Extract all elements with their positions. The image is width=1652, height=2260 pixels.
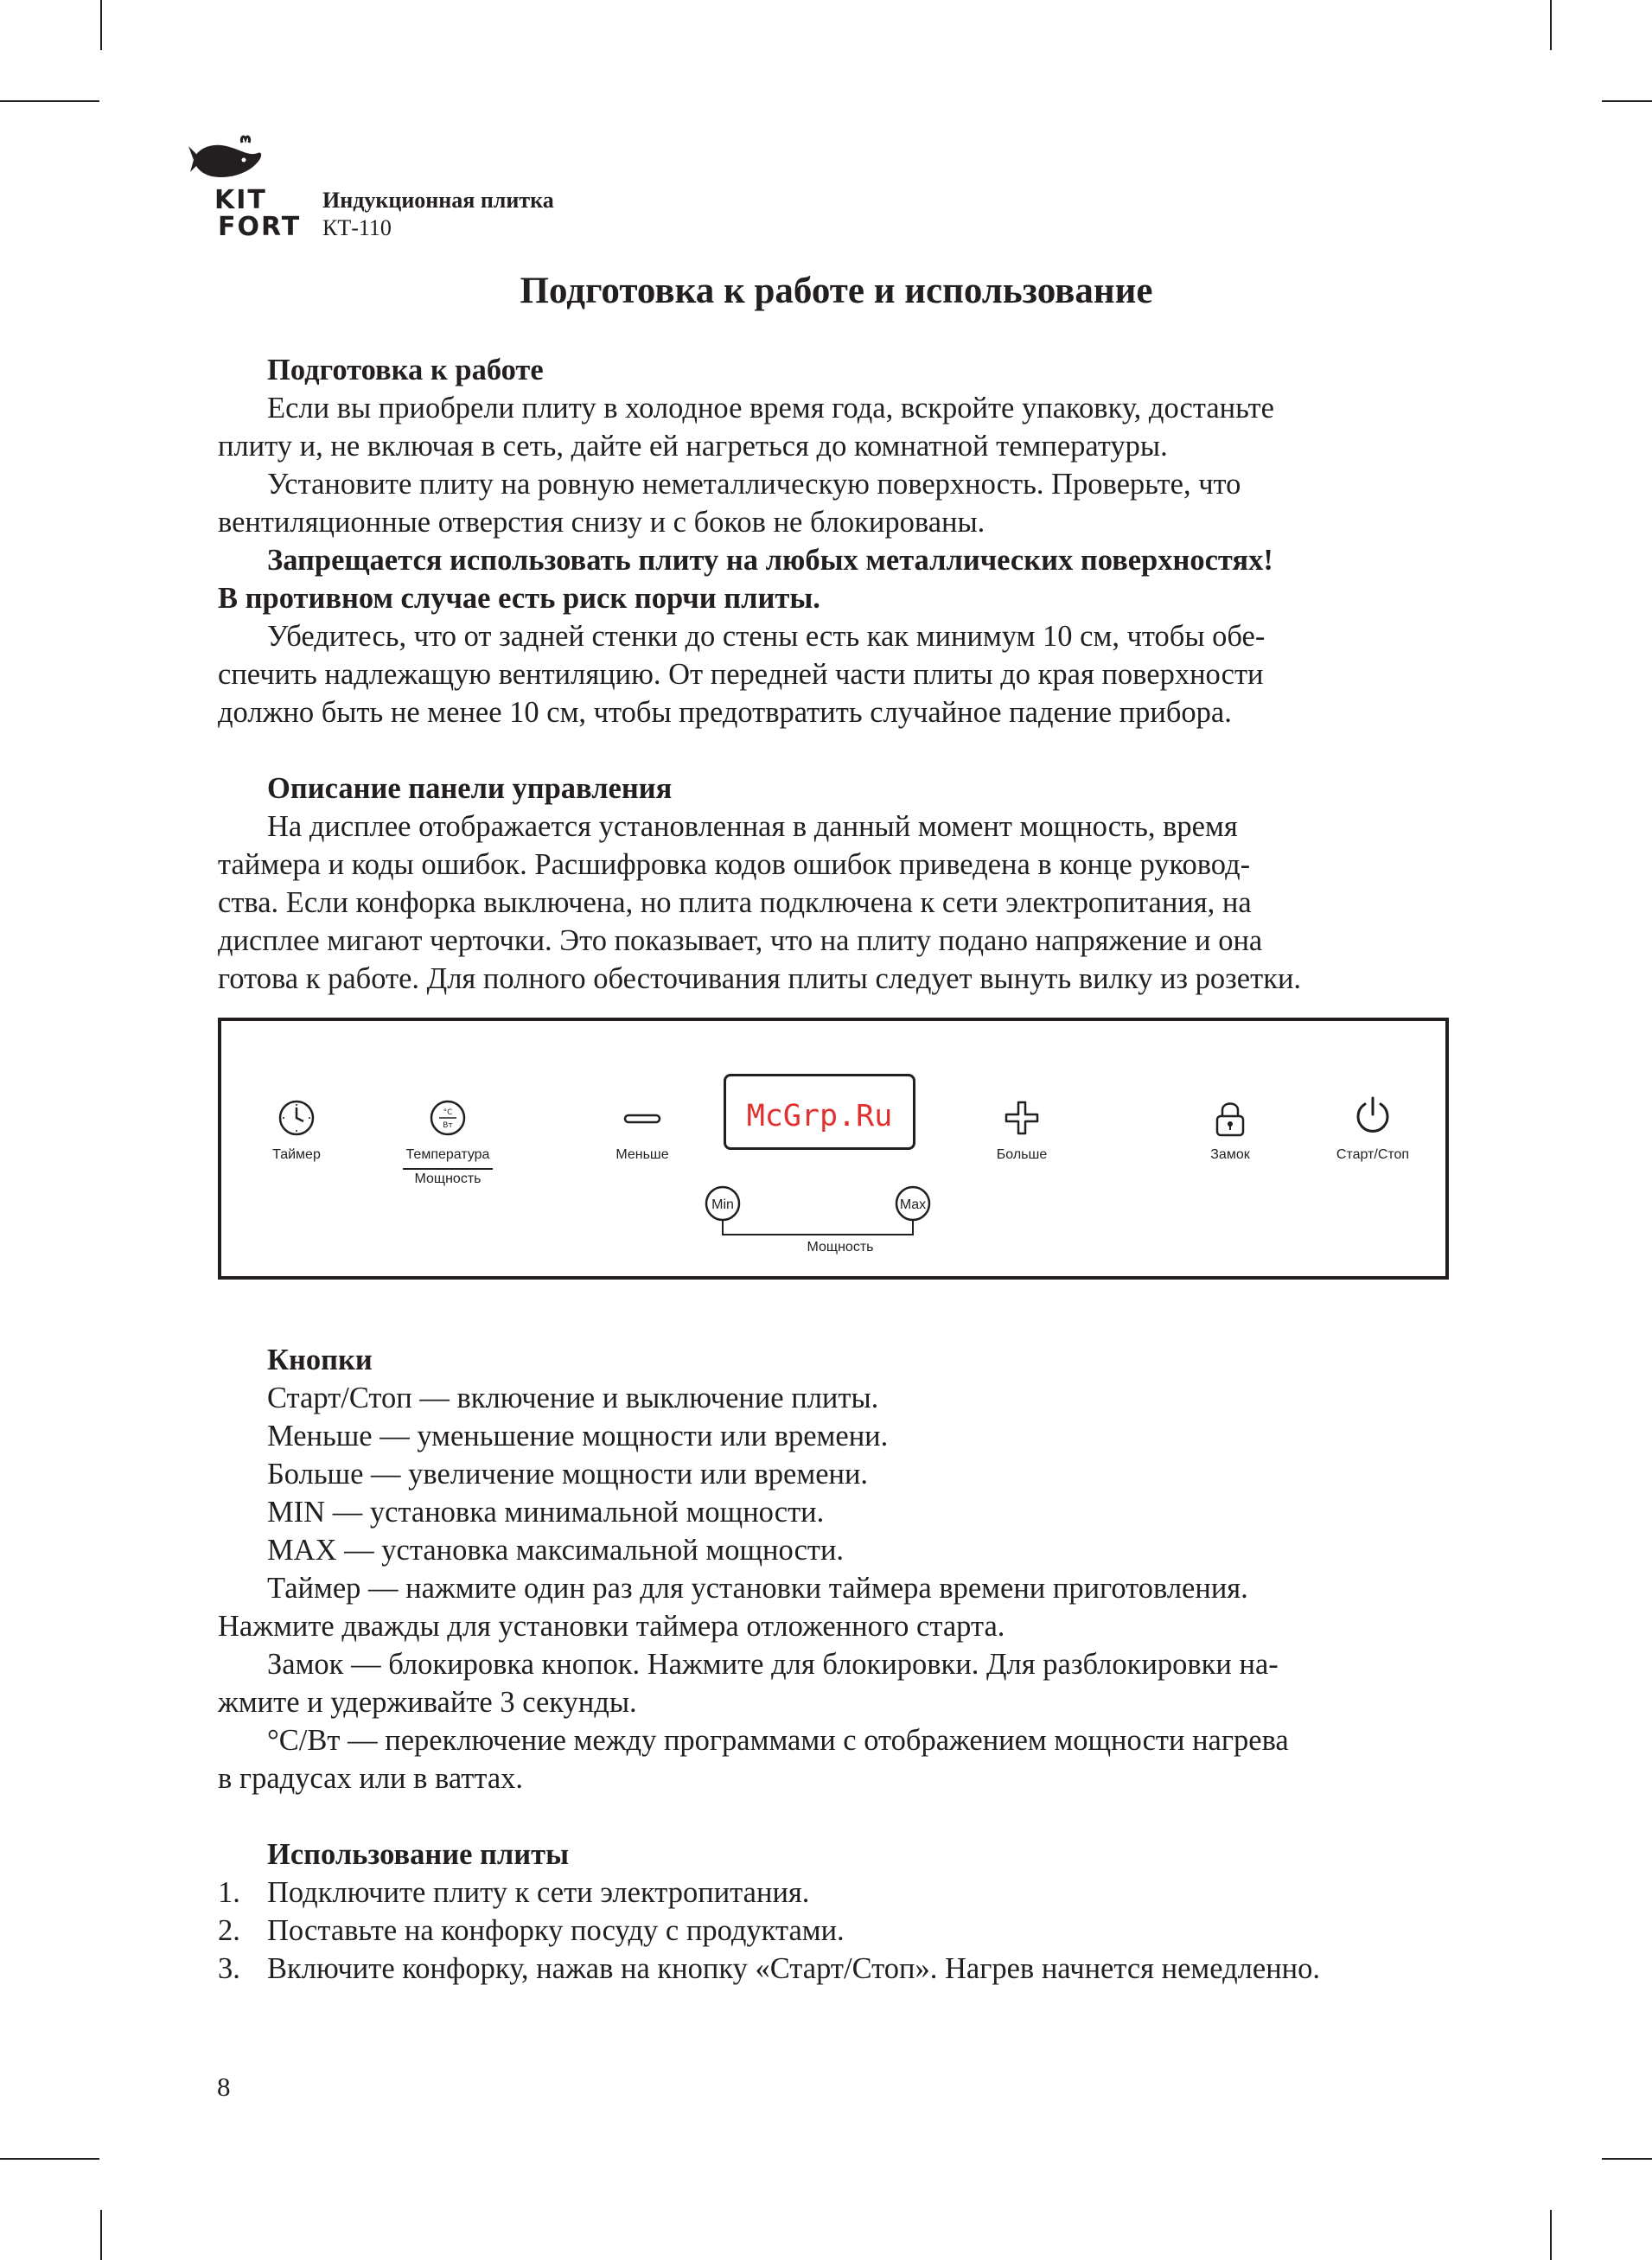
crop-mark xyxy=(0,100,99,102)
list-text: Подключите плиту к сети электропитания. xyxy=(267,1876,810,1909)
buttons-section xyxy=(218,1341,1445,1988)
text-line: Установите плиту на ровную неметаллическую поверхность. Проверьте, что xyxy=(267,468,1241,501)
warning-line: Запрещается использовать плиту на любых металлических поверхностях! xyxy=(267,544,1273,577)
lock-icon xyxy=(1213,1099,1247,1139)
text-line: MIN — установка минимальной мощности. xyxy=(267,1496,825,1529)
control-panel-diagram xyxy=(218,1018,1449,1280)
crop-mark xyxy=(1602,100,1652,102)
usage-heading: Использование плиты xyxy=(267,1838,570,1871)
plus-icon xyxy=(1003,1099,1041,1137)
crop-mark xyxy=(1550,2210,1552,2260)
power-sub-label: Мощность xyxy=(414,1171,482,1186)
display-screen xyxy=(724,1074,915,1150)
text-line: Нажмите дважды для установки таймера отложенного старта. xyxy=(218,1610,1005,1643)
text-line: На дисплее отображается установленная в данный момент мощность, время xyxy=(267,810,1238,843)
list-number: 3. xyxy=(218,1952,240,1985)
panel-heading: Описание панели управления xyxy=(267,772,673,805)
text-line: плиту и, не включая в сеть, дайте ей нагреться до комнатной температуры. xyxy=(218,430,1168,463)
temperature-label: Температура xyxy=(405,1147,490,1162)
product-name: Индукционная плитка xyxy=(322,188,554,213)
buttons-heading: Кнопки xyxy=(267,1344,373,1376)
page-title: Подготовка к работе и использование xyxy=(520,271,1153,311)
text-line: Если вы приобрели плиту в холодное время года, вскройте упаковку, достаньте xyxy=(267,392,1274,425)
brand-top: KIT xyxy=(214,185,267,215)
text-line: ства. Если конфорка выключена, но плита подключена к сети электропитания, на xyxy=(218,886,1252,919)
text-line: таймера и коды ошибок. Расшифровка кодов ошибок приведена в конце руковод- xyxy=(218,848,1251,881)
whale-icon xyxy=(188,134,266,188)
list-text: Поставьте на конфорку посуду с продуктами. xyxy=(267,1914,845,1947)
power-label: Мощность xyxy=(807,1240,874,1254)
minus-icon xyxy=(623,1113,661,1125)
text-line: жмите и удерживайте 3 секунды. xyxy=(218,1686,637,1719)
brand-bottom: FORT xyxy=(218,212,302,242)
crop-mark xyxy=(1550,0,1552,50)
text-line: должно быть не менее 10 см, чтобы предотвратить случайное падение прибора. xyxy=(218,696,1232,729)
text-line: дисплее мигают черточки. Это показывает, что на плиту подано напряжение и она xyxy=(218,924,1263,957)
text-line: Старт/Стоп — включение и выключение плиты. xyxy=(267,1382,879,1414)
text-line: вентиляционные отверстия снизу и с боков не блокированы. xyxy=(218,506,985,539)
text-line: Замок — блокировка кнопок. Нажмите для блокировки. Для разблокировки на- xyxy=(267,1648,1279,1681)
text-line: в градусах или в ваттах. xyxy=(218,1762,524,1795)
crop-mark xyxy=(100,0,102,50)
page-number: 8 xyxy=(217,2072,231,2102)
text-line: Убедитесь, что от задней стенки до стены есть как минимум 10 см, чтобы обе- xyxy=(267,620,1266,653)
text-line: Больше — увеличение мощности или времени. xyxy=(267,1458,869,1491)
warning-line: В противном случае есть риск порчи плиты. xyxy=(218,582,820,615)
list-number: 2. xyxy=(218,1914,240,1947)
list-item xyxy=(218,1874,1445,1912)
prep-heading: Подготовка к работе xyxy=(267,354,544,386)
crop-mark xyxy=(1602,2158,1652,2160)
text-line: Таймер — нажмите один раз для установки таймера времени приготовления. xyxy=(267,1572,1248,1605)
text-line: Меньше — уменьшение мощности или времени. xyxy=(267,1420,889,1452)
list-item xyxy=(218,1912,1445,1950)
temperature-power-icon xyxy=(429,1099,467,1137)
crop-mark xyxy=(100,2210,102,2260)
text-line: MAX — установка максимальной мощности. xyxy=(267,1534,845,1567)
temp-icon-bottom: Вт xyxy=(443,1121,453,1130)
crop-mark xyxy=(0,2158,99,2160)
power-icon xyxy=(1353,1095,1393,1135)
label-divider xyxy=(403,1168,493,1170)
text-line: готова к работе. Для полного обесточивания плиты следует вынуть вилку из розетки. xyxy=(218,962,1302,995)
timer-label: Таймер xyxy=(272,1147,321,1162)
min-label: Min xyxy=(711,1197,734,1212)
lock-label: Замок xyxy=(1210,1147,1250,1162)
less-label: Меньше xyxy=(616,1147,669,1162)
timer-icon xyxy=(277,1099,316,1137)
kitfort-logo xyxy=(188,134,303,245)
list-text: Включите конфорку, нажав на кнопку «Старт/Стоп». Нагрев начнется немедленно. xyxy=(267,1952,1320,1985)
more-label: Больше xyxy=(996,1147,1048,1162)
text-line: спечить надлежащую вентиляцию. От передней части плиты до края поверхности xyxy=(218,658,1264,691)
max-label: Max xyxy=(899,1197,927,1212)
prep-section xyxy=(218,351,1445,998)
temp-icon-top: °C xyxy=(443,1108,453,1117)
list-item xyxy=(218,1950,1445,1988)
model-name: КТ-110 xyxy=(322,215,392,240)
text-line: °С/Вт — переключение между программами с отображением мощности нагрева xyxy=(267,1724,1289,1757)
display-text: McGrp.Ru xyxy=(746,1099,893,1133)
start-stop-label: Старт/Стоп xyxy=(1336,1147,1410,1162)
list-number: 1. xyxy=(218,1876,240,1909)
